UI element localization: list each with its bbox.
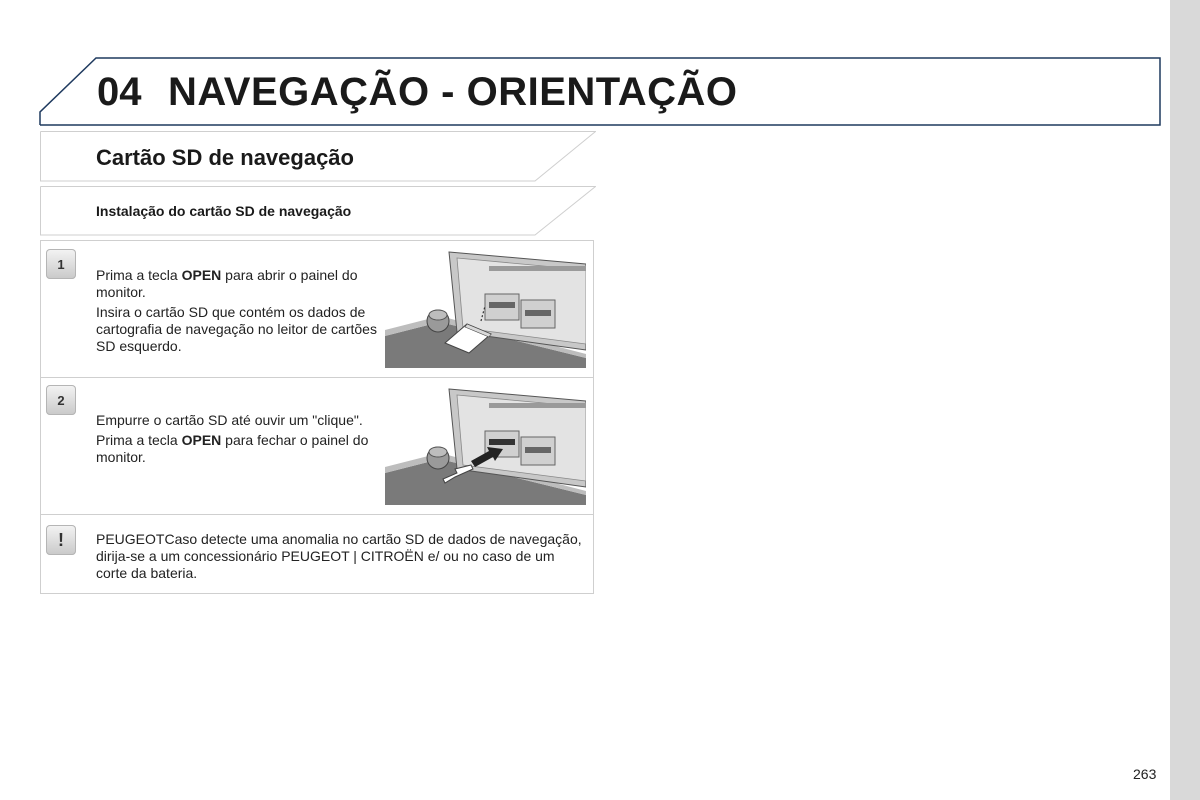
open-key-label: OPEN [181,432,222,448]
steps-box [40,240,594,594]
open-key-label: OPEN [181,267,222,283]
step-divider-1 [41,377,593,378]
warning-badge: ! [46,525,76,555]
step-2-line-1: Empurre o cartão SD até ouvir um "clique". [96,412,363,428]
chapter-number: 04 [97,70,142,114]
subsection-title: Instalação do cartão SD de navegação [96,203,352,219]
step-1-badge: 1 [46,249,76,279]
step-1-illustration [385,250,586,368]
section-title: Cartão SD de navegação [96,145,354,170]
warning-text: PEUGEOTCaso detecte uma anomalia no cartão SD de dados de navegação, dirija-se a um concessionário PEUGEOT | CITROËN e/ ou no caso de um corte da bateria. [96,531,582,581]
step-2-badge: 2 [46,385,76,415]
step-2-text [96,412,381,469]
step-2-line-2: Prima a tecla OPEN para fechar o painel do monitor. [96,432,369,465]
step-2-illustration [385,387,586,505]
page-number: 263 [1133,766,1157,782]
step-1-line-2: Insira o cartão SD que contém os dados de cartografia de navegação no leitor de cartões SD esquerdo. [96,304,377,354]
step-1-line-1: Prima a tecla OPEN para abrir o painel do monitor. [96,267,358,300]
chapter-title: NAVEGAÇÃO - ORIENTAÇÃO [168,70,738,114]
step-divider-2 [41,514,593,515]
step-1-text [96,267,381,358]
